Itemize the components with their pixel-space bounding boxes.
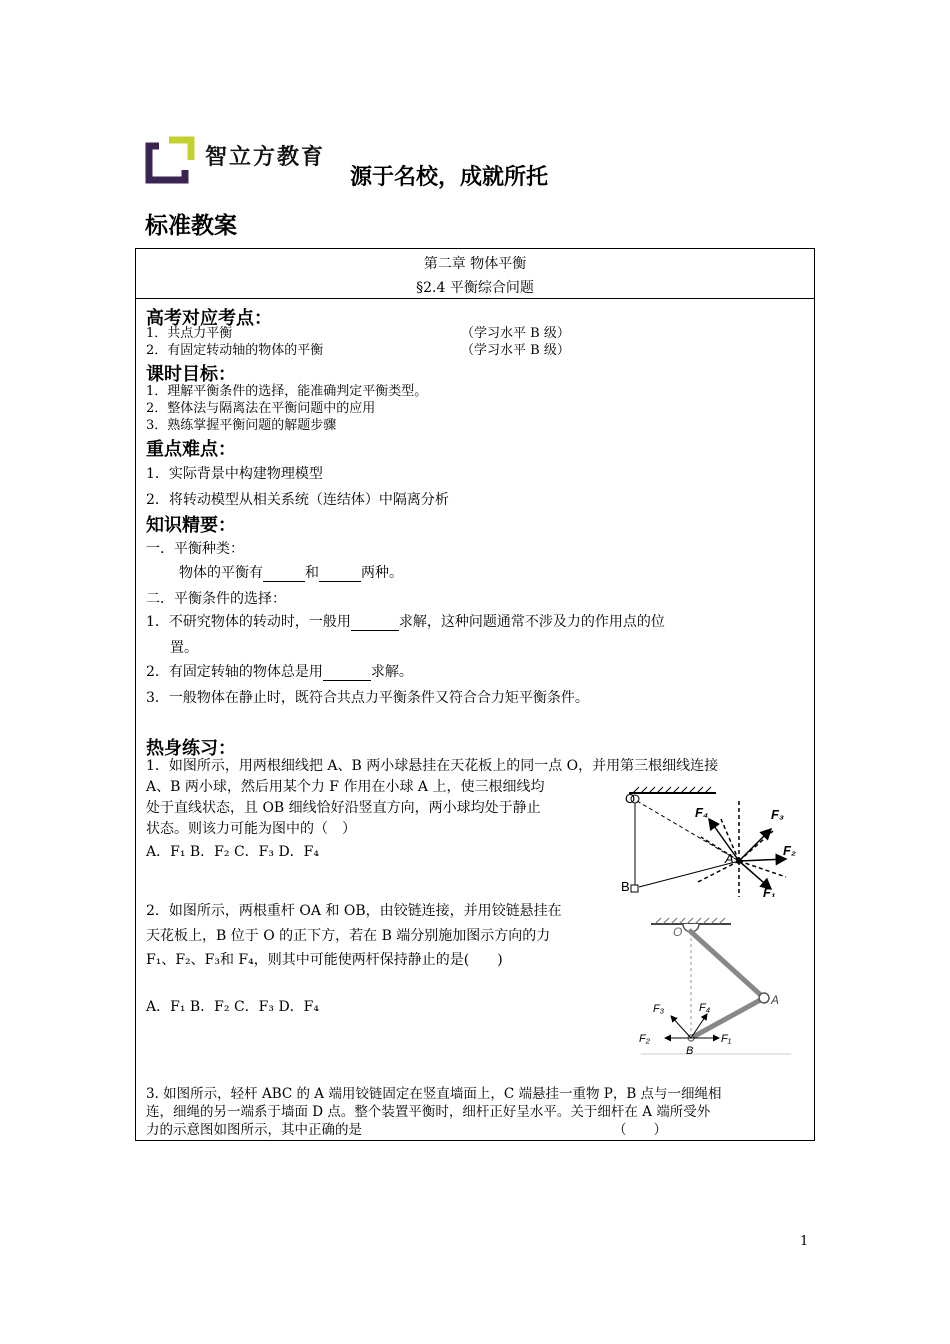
answer-blank-2[interactable]: [319, 567, 361, 582]
label-o: O: [625, 791, 636, 806]
condition-item-2-post: 求解。: [370, 664, 413, 680]
answer-blank-4[interactable]: [323, 666, 371, 681]
label-f2-2: F₂: [639, 1033, 650, 1045]
goal-1: 1．理解平衡条件的选择，能准确判定平衡类型。: [146, 384, 428, 399]
knowledge-heading: 知识精要：: [146, 515, 236, 536]
label-f2: F₂: [783, 843, 796, 858]
balance-types-line: [179, 562, 403, 582]
exam-points-heading: 高考对应考点：: [146, 308, 272, 329]
ball-a: [736, 858, 742, 864]
label-a: A: [725, 851, 734, 866]
answer-blank-3[interactable]: [351, 616, 399, 631]
logo-text: 智立方教育: [205, 145, 326, 170]
warmup-heading: 热身练习：: [146, 738, 236, 759]
key-points-heading: 重点难点：: [146, 439, 236, 460]
label-b: B: [621, 879, 630, 894]
q2-line-2: 天花板上，B 位于 O 的正下方，若在 B 端分别施加图示方向的力: [146, 928, 551, 944]
page-number: 1: [800, 1234, 809, 1249]
key-point-2: 2．将转动模型从相关系统（连结体）中隔离分析: [146, 492, 449, 508]
label-f1-2: F₁: [721, 1033, 732, 1045]
balance-types-post: 两种。: [361, 565, 403, 581]
label-a-2: A: [771, 993, 780, 1007]
condition-item-1-pre: 1．不研究物体的转动时，一般用: [146, 614, 351, 630]
condition-item-1: [146, 611, 665, 631]
label-o-2: O: [673, 925, 683, 939]
condition-item-1-post: 求解，这种问题通常不涉及力的作用点的位: [398, 614, 665, 630]
slogan: 源于名校，成就所托: [350, 165, 549, 190]
q2-line-1: 2．如图所示，两根重杆 OA 和 OB，由铰链连接，并用铰链悬挂在: [146, 903, 562, 919]
label-f4-2: F₄: [699, 1002, 711, 1014]
goals-heading: 课时目标：: [146, 364, 236, 385]
balance-types-pre: 物体的平衡有: [179, 565, 263, 581]
exam-point-2: 2．有固定转动轴的物体的平衡: [146, 343, 324, 358]
condition-item-1-cont: 置。: [170, 640, 198, 656]
header-divider: [136, 298, 814, 299]
ball-b: [631, 885, 638, 892]
rod-oa: [689, 930, 764, 998]
q1-line-4: 状态。则该力可能为图中的（ ）: [146, 821, 356, 837]
section-title: §2.4 平衡综合问题: [416, 280, 534, 296]
balance-types-mid: 和: [305, 565, 319, 581]
condition-item-3: 3．一般物体在静止时，既符合共点力平衡条件又符合合力矩平衡条件。: [146, 690, 589, 706]
condition-item-2: [146, 661, 413, 681]
q1-line-2: A、B 两小球，然后用某个力 F 作用在小球 A 上，使三根细线均: [146, 779, 545, 795]
exam-point-1: 1．共点力平衡: [146, 326, 233, 341]
exam-point-2-level: （学习水平 B 级）: [461, 343, 570, 358]
lesson-table: [135, 248, 815, 1141]
q2-line-3: F₁、F₂、F₃和 F₄，则其中可能使两杆保持静止的是( ): [146, 952, 503, 968]
q3-line-2: 连，细绳的另一端系于墙面 D 点。整个装置平衡时，细杆正好呈水平。关于细杆在 A 端所受外: [146, 1104, 711, 1120]
label-f4: F₄: [695, 805, 709, 820]
q1-line-3: 处于直线状态，且 OB 细线恰好沿竖直方向，两小球均处于静止: [146, 800, 541, 816]
q1-options: A．F₁ B．F₂ C．F₃ D．F₄: [146, 844, 319, 860]
goal-2: 2．整体法与隔离法在平衡问题中的应用: [146, 401, 376, 416]
q3-line-1: 3. 如图所示，轻杆 ABC 的 A 端用铰链固定在竖直墙面上，C 端悬挂一重物 P，B 点与一细绳相: [146, 1086, 722, 1102]
string-ab: [639, 861, 739, 887]
q1-line-1: 1．如图所示，用两根细线把 A、B 两小球悬挂在天花板上的同一点 O，并用第三根细线连接: [146, 758, 719, 774]
label-f3-2: F₃: [653, 1003, 665, 1015]
figure-2-rods-diagram: [631, 914, 801, 1059]
hinge-a: [759, 993, 769, 1003]
label-f3: F₃: [771, 807, 784, 822]
exam-point-1-level: （学习水平 B 级）: [461, 326, 570, 341]
condition-choice-title: 二．平衡条件的选择：: [146, 591, 286, 607]
label-b-2: B: [686, 1045, 694, 1057]
figure-1-forces-diagram: [621, 779, 806, 897]
label-f1: F₁: [763, 885, 776, 897]
key-point-1: 1．实际背景中构建物理模型: [146, 466, 323, 482]
q3-answer-paren: （ ）: [613, 1122, 667, 1138]
balance-types-title: 一．平衡种类：: [146, 541, 244, 557]
goal-3: 3．熟练掌握平衡问题的解题步骤: [146, 418, 337, 433]
condition-item-2-pre: 2．有固定转轴的物体总是用: [146, 664, 323, 680]
chapter-title: 第二章 物体平衡: [423, 256, 527, 272]
document-title: 标准教案: [145, 213, 237, 239]
answer-blank-1[interactable]: [263, 567, 305, 582]
q2-options: A．F₁ B．F₂ C．F₃ D．F₄: [146, 999, 319, 1015]
q3-line-3: 力的示意图如图所示，其中正确的是: [146, 1122, 362, 1138]
